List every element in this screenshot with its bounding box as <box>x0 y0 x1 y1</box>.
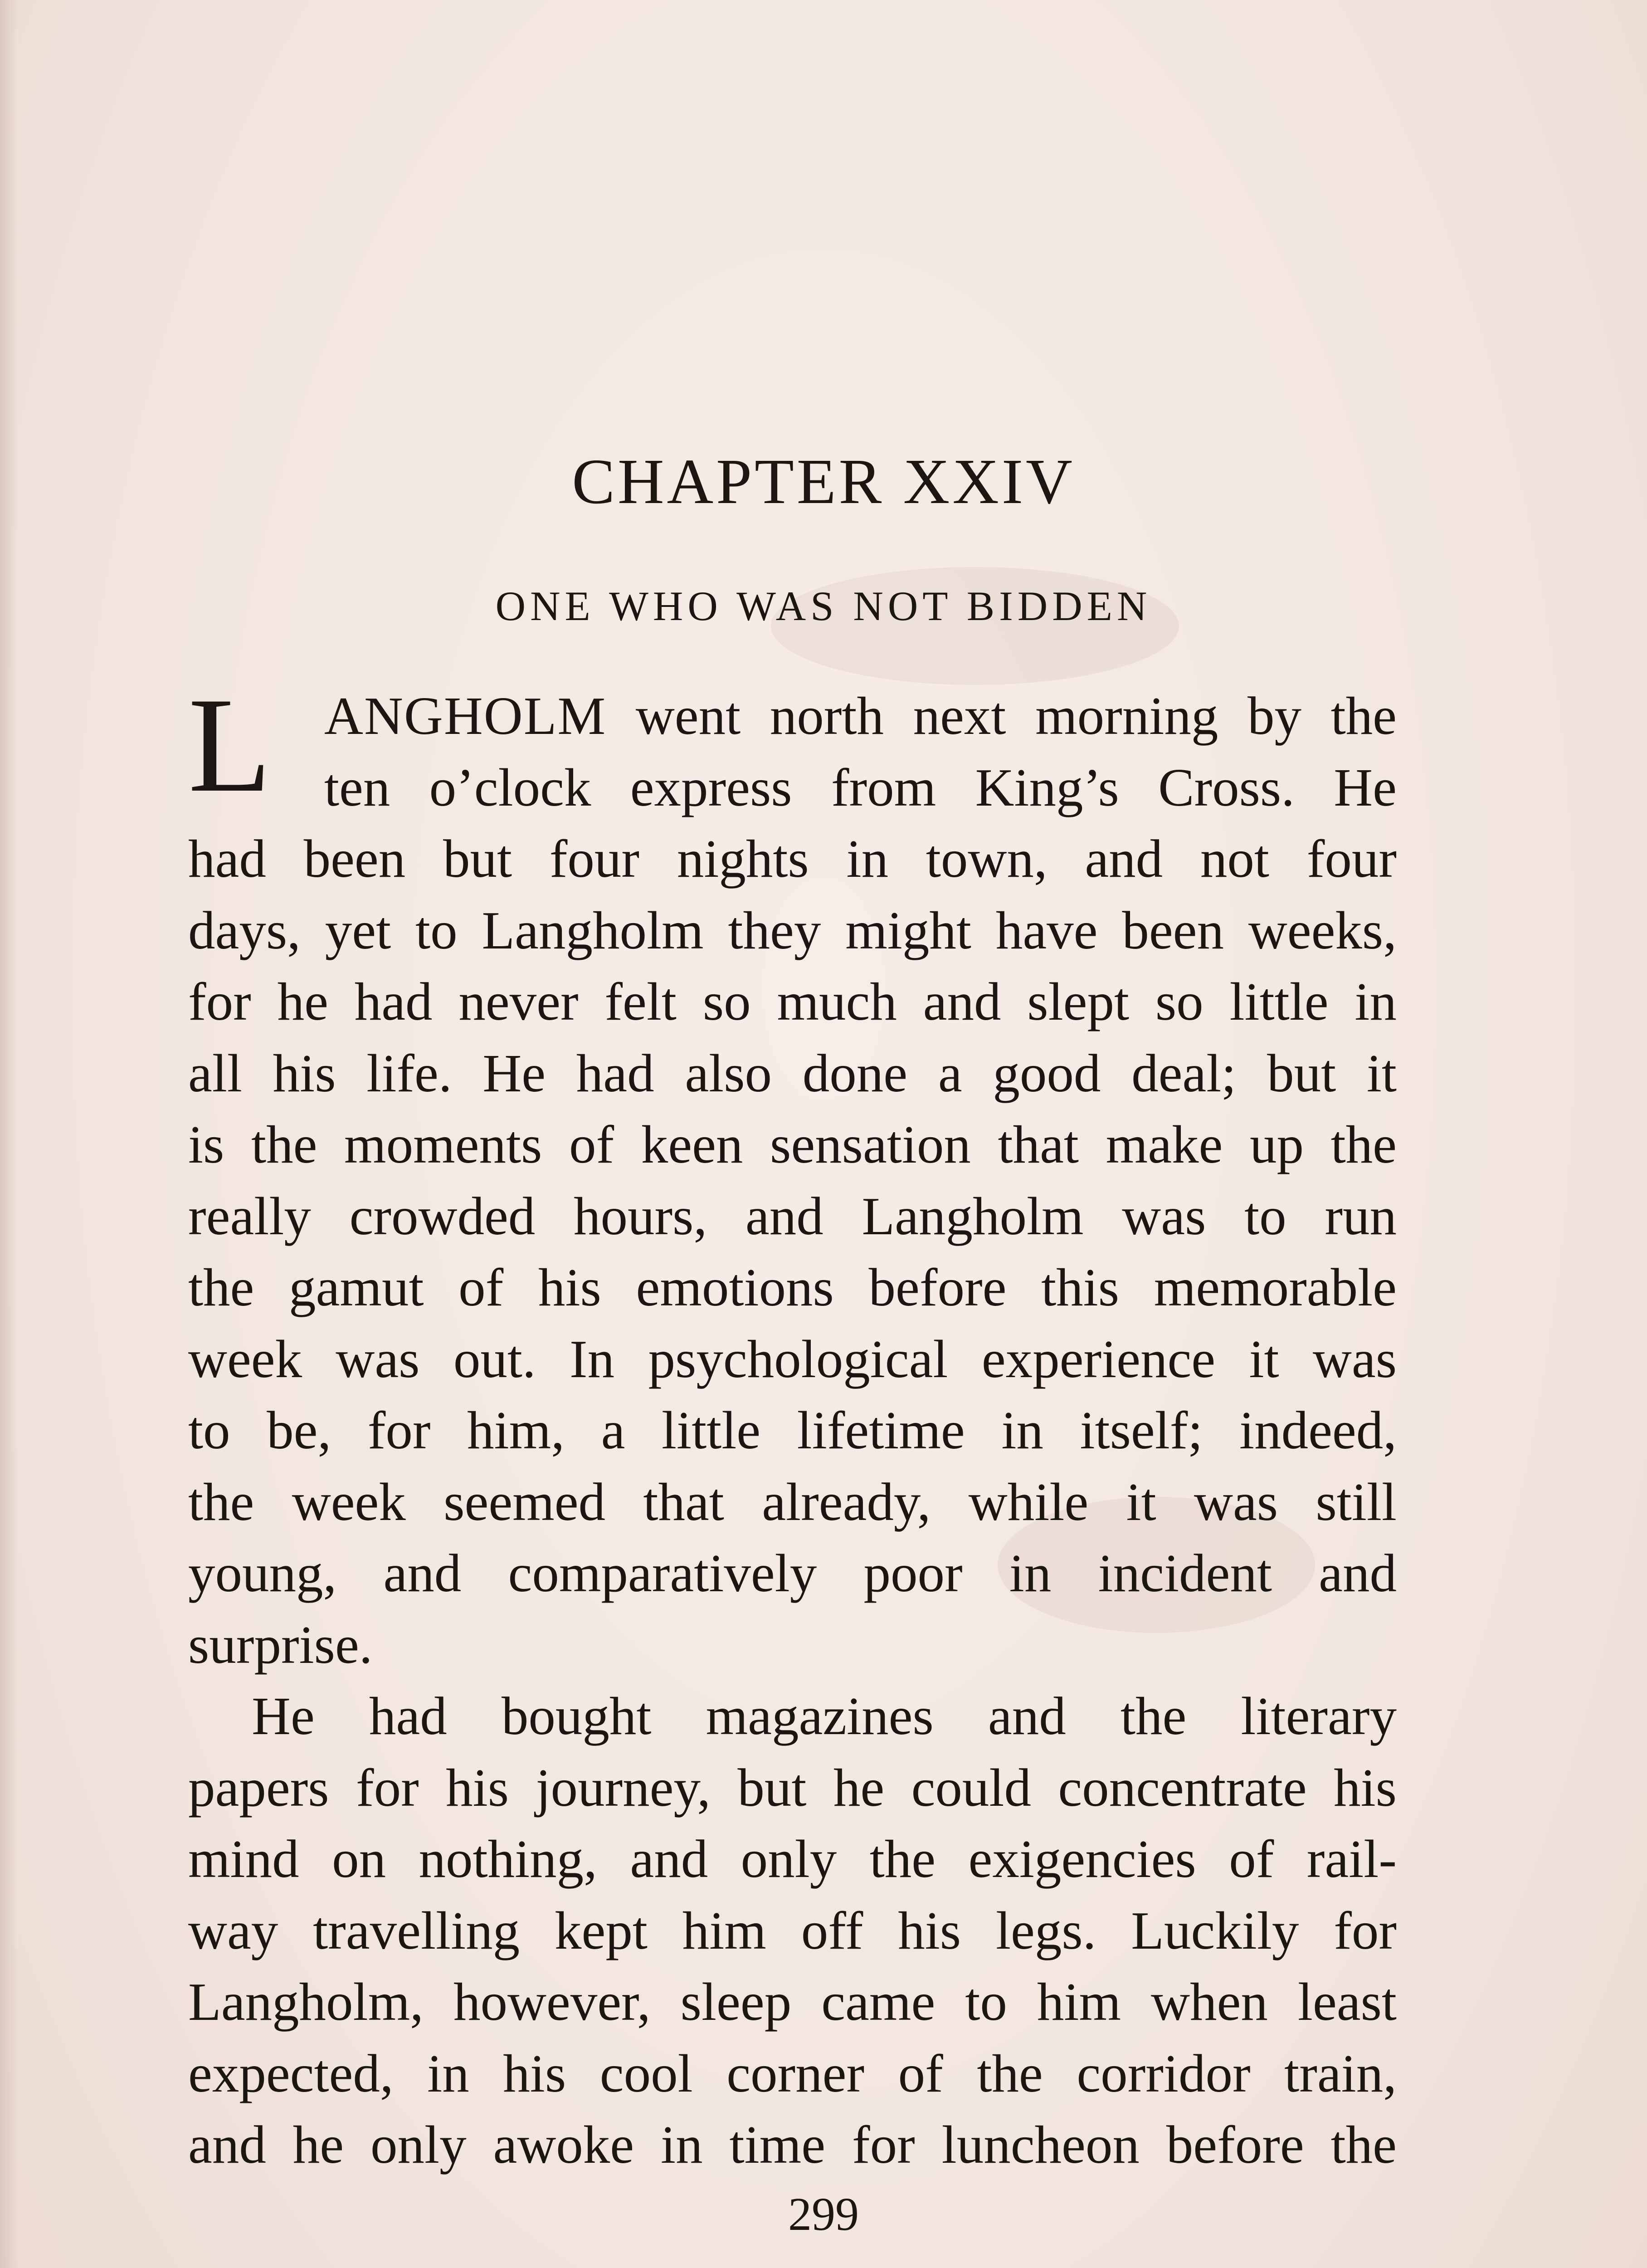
text-line: ten o’clock express from King’s Cross. He <box>324 757 1397 817</box>
page-number: 299 <box>788 2188 859 2240</box>
text-line: papers for his journey, but he could concentrate his <box>188 1757 1397 1818</box>
text-line: days, yet to Langholm they might have been weeks, <box>188 900 1397 960</box>
binding-edge <box>0 0 18 2268</box>
text-line: is the moments of keen sensation that make up the <box>188 1114 1397 1174</box>
text-line: really crowded hours, and Langholm was to run <box>188 1186 1397 1246</box>
text-line: the gamut of his emotions before this memorable <box>188 1257 1397 1317</box>
text-line: mind on nothing, and only the exigencies of rail- <box>188 1829 1397 1889</box>
text-line: young, and comparatively poor in incident and <box>188 1543 1397 1603</box>
text-line: surprise. <box>188 1614 373 1675</box>
text-line: Langholm, however, sleep came to him when least <box>188 1972 1397 2032</box>
text-line: expected, in his cool corner of the corridor train, <box>188 2043 1397 2103</box>
drop-cap: L <box>188 670 272 820</box>
text-line <box>188 680 1397 752</box>
text-line: to be, for him, a little lifetime in itself; indeed, <box>188 1400 1397 1460</box>
text-line: and he only awoke in time for luncheon before the <box>188 2115 1397 2175</box>
line-text: went north next morning by the <box>606 686 1397 746</box>
text-line: for he had never felt so much and slept so little in <box>188 972 1397 1031</box>
text-line: He had bought magazines and the literary <box>252 1686 1397 1746</box>
chapter-body <box>188 670 1397 2181</box>
first-word: ANGHOLM <box>324 686 607 746</box>
chapter-subtitle: ONE WHO WAS NOT BIDDEN <box>495 583 1152 629</box>
text-line: way travelling kept him off his legs. Luckily for <box>188 1900 1397 1960</box>
chapter-title: CHAPTER XXIV <box>572 445 1075 517</box>
text-line: week was out. In psychological experience it was <box>188 1329 1397 1389</box>
text-line: all his life. He had also done a good deal; but it <box>188 1043 1397 1103</box>
text-line: had been but four nights in town, and not four <box>188 829 1397 889</box>
text-line: the week seemed that already, while it was still <box>188 1471 1397 1532</box>
